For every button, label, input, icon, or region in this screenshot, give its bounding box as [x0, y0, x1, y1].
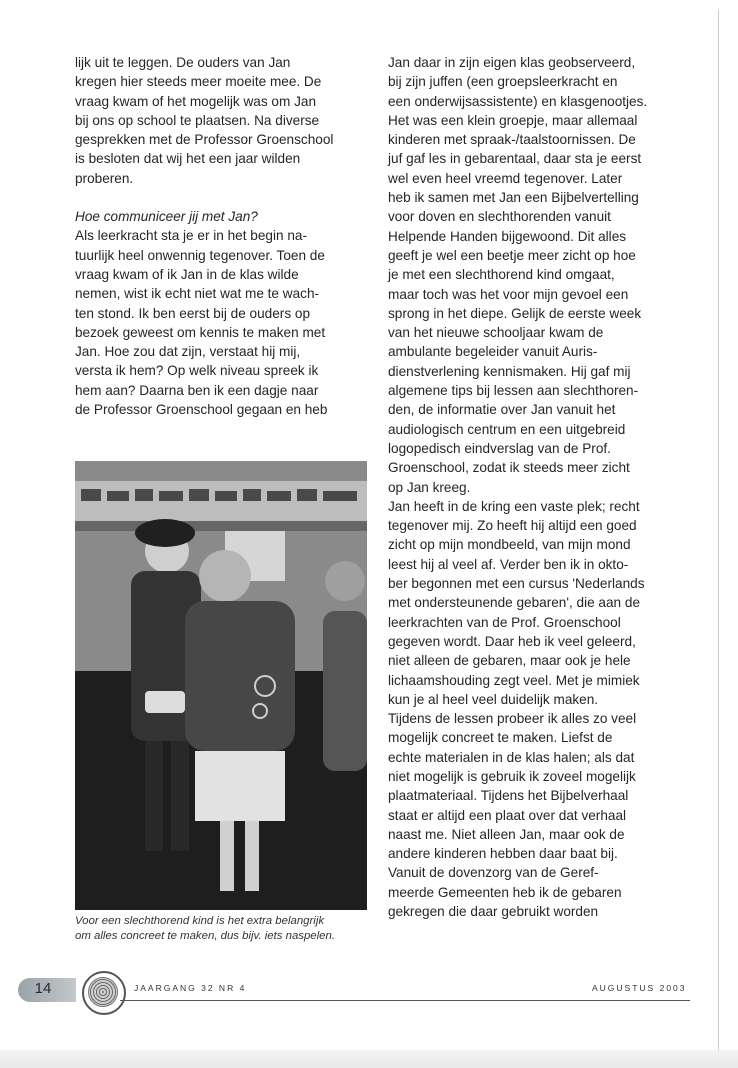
text-line: algemene tips bij lessen aan slechthoren-	[388, 383, 639, 399]
text-line: de Professor Groenschool gegaan en heb	[75, 402, 328, 418]
text-line: mogelijk concreet te maken. Liefst de	[388, 730, 613, 746]
text-line: je met een slechthorend kind omgaat,	[388, 267, 615, 283]
text-line: gegeven wordt. Daar heb ik veel geleerd,	[388, 633, 636, 649]
text-line: logopedisch eindverslag van de Prof.	[388, 440, 611, 456]
text-line: leest hij al veel af. Verder ben ik in okto-	[388, 556, 629, 572]
paragraph-classroom	[388, 497, 693, 922]
section-heading: Hoe communiceer jij met Jan?	[75, 209, 258, 225]
paragraph-intro	[75, 53, 375, 188]
text-line: ten stond. Ik ben eerst bij de ouders op	[75, 305, 311, 321]
text-line: met ondersteunende gebaren', die aan de	[388, 595, 641, 611]
text-line: tuurlijk heel onwennig tegenover. Toen de	[75, 247, 325, 263]
paragraph-communication	[75, 226, 375, 419]
text-line: tegenover mij. Zo heeft hij altijd een goed	[388, 518, 637, 534]
text-line: versta ik hem? Op welk niveau spreek ik	[75, 363, 319, 379]
text-line: kun je al heel veel duidelijk maken.	[388, 691, 599, 707]
text-line: Helpende Handen bijgewoond. Dit alles	[388, 228, 627, 244]
page-bottom-shadow	[0, 1050, 738, 1068]
text-line: kinderen met spraak-/taalstoornissen. De	[388, 132, 636, 148]
photo-caption	[75, 914, 375, 944]
text-line: heb ik samen met Jan een Bijbelvertelling	[388, 190, 639, 206]
right-text-column	[388, 53, 693, 921]
text-line: Jan. Hoe zou dat zijn, verstaat hij mij,	[75, 344, 301, 360]
caption-line: Voor een slechthorend kind is het extra belangrijk	[75, 915, 325, 927]
text-line: echte materialen in de klas halen; als dat	[388, 749, 635, 765]
text-line: geeft je wel een beetje meer zicht op hoe	[388, 247, 636, 263]
text-line: lichaamshouding zegt veel. Met je mimiek	[388, 672, 640, 688]
text-line: naast me. Niet alleen Jan, maar ook de	[388, 826, 625, 842]
text-line: maar toch was het voor mijn gevoel een	[388, 286, 629, 302]
text-line: Vanuit de dovenzorg van de Geref-	[388, 865, 599, 881]
text-line: bezoek geweest om kennis te maken met	[75, 324, 326, 340]
page-edge-rule	[718, 10, 719, 1050]
text-line: wel even heel vreemd tegenover. Later	[388, 170, 623, 186]
text-line: Jan daar in zijn eigen klas geobserveerd,	[388, 55, 636, 70]
text-line: vraag kwam of het mogelijk was om Jan	[75, 93, 317, 109]
text-line: lijk uit te leggen. De ouders van Jan	[75, 55, 291, 70]
text-line: Groenschool, zodat ik steeds meer zicht	[388, 460, 630, 476]
text-line: vraag kwam of ik Jan in de klas wilde	[75, 266, 299, 282]
text-line: bij zijn juffen (een groepsleerkracht en	[388, 74, 618, 90]
text-line: Als leerkracht sta je er in het begin na-	[75, 228, 307, 244]
text-line: plaatmateriaal. Tijdens het Bijbelverhaal	[388, 788, 629, 804]
text-line: proberen.	[75, 170, 134, 186]
caption-line: om alles concreet te maken, dus bijv. iets naspelen.	[75, 930, 336, 942]
text-line: kregen hier steeds meer moeite mee. De	[75, 74, 322, 90]
text-line: gekregen die daar gebruikt worden	[388, 904, 599, 920]
text-line: is besloten dat wij het een jaar wilden	[75, 151, 301, 167]
seal-emblem	[88, 977, 118, 1007]
text-line: voor doven en slechthorenden vanuit	[388, 209, 611, 225]
paragraph-observation	[388, 53, 693, 497]
text-line: van het nieuwe schooljaar kwam de	[388, 325, 604, 341]
text-line: den, de informatie over Jan vanuit het	[388, 402, 616, 418]
text-line: ambulante begeleider vanuit Auris-	[388, 344, 598, 360]
text-line: dienstverlening kennismaken. Hij gaf mij	[388, 363, 631, 379]
issue-info: JAARGANG 32 NR 4	[134, 983, 247, 993]
text-line: sprong in het diepe. Gelijk de eerste week	[388, 305, 642, 321]
classroom-photo	[75, 461, 367, 910]
text-line: Tijdens de lessen probeer ik alles zo veel	[388, 711, 637, 727]
text-line: bij ons op school te plaatsen. Na diverse	[75, 112, 320, 128]
text-line: staat er altijd een plaat over dat verhaal	[388, 807, 627, 823]
text-line: meerde Gemeenten heb ik de gebaren	[388, 884, 622, 900]
text-line: ber begonnen met een cursus 'Nederlands	[388, 576, 645, 592]
publication-seal-icon	[82, 971, 126, 1015]
text-line: nemen, wist ik echt niet wat me te wach-	[75, 286, 320, 302]
text-line: gesprekken met de Professor Groenschool	[75, 132, 334, 148]
text-line: zicht op mijn mondbeeld, van mijn mond	[388, 537, 631, 553]
text-line: Het was een klein groepje, maar allemaal	[388, 112, 638, 128]
text-line: niet mogelijk is gebruik ik zoveel mogelijk	[388, 768, 636, 784]
text-line: hem aan? Daarna ben ik een dagje naar	[75, 382, 319, 398]
text-line: op Jan kreeg.	[388, 479, 471, 495]
left-text-column	[75, 53, 375, 419]
text-line: andere kinderen hebben daar baat bij.	[388, 846, 618, 862]
text-line: leerkrachten van de Prof. Groenschool	[388, 614, 621, 630]
text-line: juf gaf les in gebarentaal, daar sta je eerst	[388, 151, 642, 167]
text-line: audiologisch centrum en een uitgebreid	[388, 421, 626, 437]
page-number: 14	[34, 980, 52, 997]
text-line: Jan heeft in de kring een vaste plek; recht	[388, 498, 640, 514]
text-line: een onderwijsassistente) en klasgenootjes.	[388, 93, 648, 109]
issue-date: AUGUSTUS 2003	[592, 983, 687, 993]
page-footer	[0, 970, 738, 1010]
footer-divider	[120, 1000, 690, 1001]
text-line: niet alleen de gebaren, maar ook je hele	[388, 653, 631, 669]
